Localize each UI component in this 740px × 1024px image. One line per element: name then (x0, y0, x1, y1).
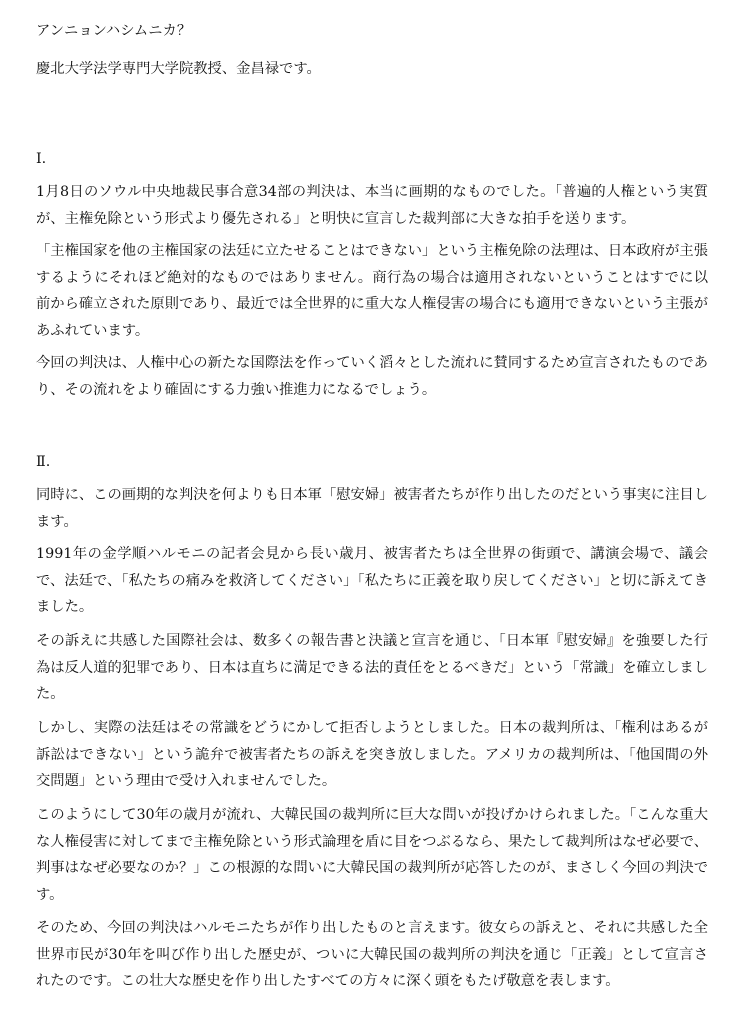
section-1-paragraph-3: 今回の判決は、人権中心の新たな国際法を作っていく滔々とした流れに賛同するため宣言されたものであり、その流れをより確固にする力強い推進力になるでしょう。 (36, 355, 708, 398)
section-2-paragraph-6: そのため、今回の判決はハルモニたちが作り出したものと言えます。彼女らの訴えと、それに共感した全世界市民が30年を叫び作り出した歴史が、ついに大韓民国の裁判所の判決を通じ「正義」として宣言されたのです。この壮大な歴史を作り出したすべての方々に深く頭をもたげ敬意を表します。 (36, 920, 708, 990)
section-2-heading: Ⅱ. (36, 454, 51, 470)
section-1-paragraph-2: 「主権国家を他の主権国家の法廷に立たせることはできない」という主権免除の法理は、日本政府が主張するようにそれほど絶対的なものではありません。商行為の場合は適用されないということはすでに以前から確立された原則であり、最近では全世界的に重大な人権侵害の場合にも適用できないという主張があふれています。 (36, 243, 708, 339)
section-1-paragraph-1: 1月8日のソウル中央地裁民事合意34部の判決は、本当に画期的なものでした。「普遍的人権という実質が、主権免除という形式より優先される」と明快に宣言した裁判部に大きな拍手を送ります。 (36, 184, 708, 227)
section-2-paragraph-1: 同時に、この画期的な判決を何よりも日本軍「慰安婦」被害者たちが作り出したのだという事実に注目します。 (36, 487, 708, 530)
speaker-introduction: 慶北大学法学専門大学院教授、金昌禄です。 (36, 61, 321, 77)
section-2-paragraph-2: 1991年の金学順ハルモニの記者会見から長い歳月、被害者たちは全世界の街頭で、講演会場で、議会で、法廷で、「私たちの痛みを救済してください」「私たちに正義を取り戻してください」と切に訴えてきました。 (36, 546, 708, 616)
section-2-paragraph-5: このようにして30年の歳月が流れ、大韓民国の裁判所に巨大な問いが投げかけられました。「こんな重大な人権侵害に対してまで主権免除という形式論理を盾に目をつぶるなら、果たして裁判所はなぜ必要で、判事はなぜ必要なのか？」この根源的な問いに大韓民国の裁判所が応答したのが、まさしく今回の判決です。 (36, 807, 708, 903)
greeting: アンニョンハシムニカ？ (36, 23, 192, 39)
section-1-heading: Ⅰ. (36, 151, 47, 167)
section-2-paragraph-3: その訴えに共感した国際社会は、数多くの報告書と決議と宣言を通じ、「日本軍『慰安婦』を強要した行為は反人道的犯罪であり、日本は直ちに満足できる法的責任をとるべきだ」という「常識」を確立しました。 (36, 633, 708, 703)
section-2-paragraph-4: しかし、実際の法廷はその常識をどうにかして拒否しようとしました。日本の裁判所は、「権利はあるが訴訟はできない」という詭弁で被害者たちの訴えを突き放しました。アメリカの裁判所は、「他国間の外交問題」という理由で受け入れませんでした。 (36, 720, 708, 790)
